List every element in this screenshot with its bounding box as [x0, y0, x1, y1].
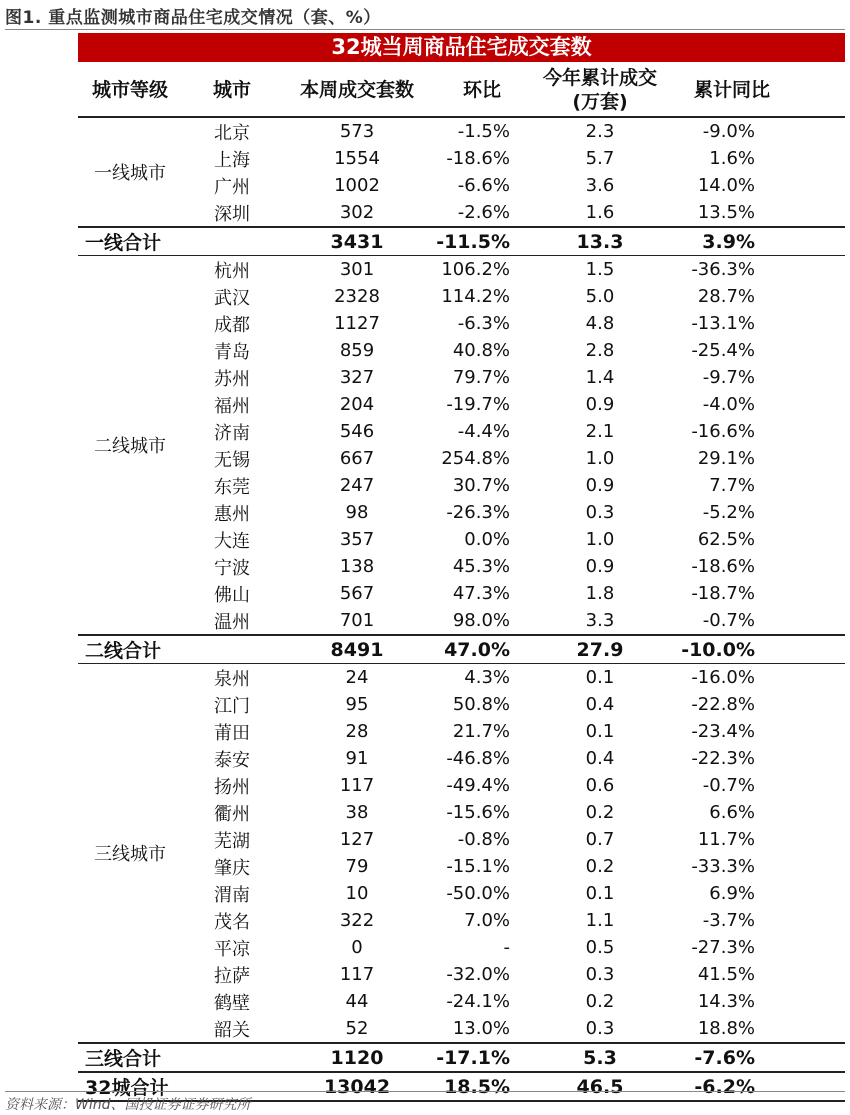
weekly-cell: 573 — [339, 121, 375, 142]
mom-cell: -2.6% — [457, 202, 510, 223]
weekly-cell: 8491 — [282, 635, 432, 664]
cumulative-cell: 0.6 — [585, 775, 615, 796]
city-cell: 衢州 — [214, 803, 250, 825]
weekly-cell: 52 — [345, 1018, 369, 1039]
city-cell: 上海 — [214, 149, 250, 171]
mom-cell: 13.0% — [452, 1018, 510, 1039]
tier-cell: 一线城市 — [94, 163, 166, 184]
mom-cell: -1.5% — [457, 121, 510, 142]
weekly-cell: 79 — [345, 856, 369, 877]
weekly-cell: 247 — [339, 475, 375, 496]
weekly-cell: 667 — [339, 448, 375, 469]
mom-cell: -32.0% — [446, 964, 510, 985]
weekly-cell: 302 — [339, 202, 375, 223]
mom-cell: 47.3% — [452, 583, 510, 604]
weekly-cell: 1127 — [334, 313, 380, 334]
mom-cell: -24.1% — [446, 991, 510, 1012]
yoy-cell: 14.3% — [697, 991, 755, 1012]
cumulative-cell: 5.3 — [532, 1043, 668, 1072]
city-cell: 惠州 — [214, 503, 250, 525]
weekly-cell: 327 — [339, 367, 375, 388]
yoy-cell: 3.9% — [668, 227, 845, 256]
yoy-cell: -18.7% — [691, 583, 755, 604]
mom-cell: -11.5% — [432, 227, 532, 256]
weekly-cell: 91 — [345, 748, 369, 769]
table-row — [78, 145, 845, 172]
mom-cell: -17.1% — [432, 1043, 532, 1072]
city-cell: 青岛 — [214, 341, 250, 363]
mom-cell: 18.5% — [432, 1072, 532, 1101]
header-weekly: 本周成交套数 — [282, 64, 432, 117]
city-cell: 韶关 — [214, 1019, 250, 1041]
header-cum-line1: 今年累计成交 — [542, 67, 657, 89]
header-mom: 环比 — [432, 64, 532, 117]
cumulative-cell: 0.9 — [585, 394, 615, 415]
weekly-cell: 24 — [345, 667, 369, 688]
yoy-cell: -16.0% — [691, 667, 755, 688]
cumulative-cell: 4.8 — [585, 313, 615, 334]
mom-cell: -6.3% — [457, 313, 510, 334]
city-cell: 莆田 — [214, 722, 250, 744]
cumulative-cell: 1.0 — [585, 448, 615, 469]
table-row — [78, 337, 845, 364]
cumulative-cell: 2.8 — [585, 340, 615, 361]
table-banner: 32城当周商品住宅成交套数 — [78, 33, 845, 62]
city-cell: 成都 — [214, 314, 250, 336]
table-row — [78, 391, 845, 418]
city-cell: 大连 — [214, 530, 250, 552]
tier-cell: 二线城市 — [94, 436, 166, 457]
table-row — [78, 772, 845, 799]
cumulative-cell: 0.9 — [585, 475, 615, 496]
cumulative-cell: 1.1 — [585, 910, 615, 931]
weekly-cell: 859 — [339, 340, 375, 361]
mom-cell: 47.0% — [432, 635, 532, 664]
city-cell: 东莞 — [214, 476, 250, 498]
city-cell: 苏州 — [214, 368, 250, 390]
yoy-cell: -16.6% — [691, 421, 755, 442]
source-note: 资料来源：Wind、国投证券证券研究所 — [5, 1097, 251, 1113]
weekly-cell: 38 — [345, 802, 369, 823]
table-row — [78, 988, 845, 1015]
cumulative-cell: 3.3 — [585, 610, 615, 631]
table-row — [78, 445, 845, 472]
mom-cell: 7.0% — [464, 910, 510, 931]
city-cell: 武汉 — [214, 287, 250, 309]
mom-cell: 98.0% — [452, 610, 510, 631]
yoy-cell: -9.0% — [702, 121, 755, 142]
mom-cell: 40.8% — [452, 340, 510, 361]
mom-cell: 0.0% — [464, 529, 510, 550]
cumulative-cell: 27.9 — [532, 635, 668, 664]
city-cell: 佛山 — [214, 584, 250, 606]
table-row — [78, 418, 845, 445]
cumulative-cell: 0.3 — [585, 1018, 615, 1039]
yoy-cell: -0.7% — [702, 775, 755, 796]
cumulative-cell: 0.2 — [585, 802, 615, 823]
cumulative-cell: 0.7 — [585, 829, 615, 850]
table-row — [78, 934, 845, 961]
city-cell: 泰安 — [214, 749, 250, 771]
yoy-cell: 13.5% — [697, 202, 755, 223]
mom-cell: - — [503, 937, 510, 958]
yoy-cell: -0.7% — [702, 610, 755, 631]
city-cell: 平凉 — [214, 938, 250, 960]
city-cell: 济南 — [214, 422, 250, 444]
cumulative-cell: 1.6 — [585, 202, 615, 223]
table-row — [78, 718, 845, 745]
tier-cell: 三线城市 — [94, 844, 166, 865]
city-cell: 扬州 — [214, 776, 250, 798]
mom-cell: 4.3% — [464, 667, 510, 688]
weekly-cell: 1002 — [334, 175, 380, 196]
cumulative-cell: 46.5 — [532, 1072, 668, 1101]
cumulative-cell: 2.1 — [585, 421, 615, 442]
weekly-cell: 322 — [339, 910, 375, 931]
header-city: 城市 — [182, 64, 282, 117]
yoy-cell: -4.0% — [702, 394, 755, 415]
cumulative-cell: 1.5 — [585, 259, 615, 280]
mom-cell: -19.7% — [446, 394, 510, 415]
city-cell: 肇庆 — [214, 857, 250, 879]
divider — [5, 29, 845, 30]
yoy-cell: -27.3% — [691, 937, 755, 958]
table-row — [78, 691, 845, 718]
yoy-cell: 1.6% — [709, 148, 755, 169]
mom-cell: 79.7% — [452, 367, 510, 388]
yoy-cell: -22.8% — [691, 694, 755, 715]
weekly-cell: 117 — [339, 775, 375, 796]
mom-cell: 30.7% — [452, 475, 510, 496]
weekly-cell: 204 — [339, 394, 375, 415]
cumulative-cell: 0.9 — [585, 556, 615, 577]
yoy-cell: -33.3% — [691, 856, 755, 877]
table-row — [78, 526, 845, 553]
table-row — [78, 117, 845, 145]
mom-cell: -49.4% — [446, 775, 510, 796]
grand-total-label: 32城合计 — [78, 1072, 282, 1101]
weekly-cell: 10 — [345, 883, 369, 904]
yoy-cell: 7.7% — [709, 475, 755, 496]
mom-cell: 254.8% — [441, 448, 510, 469]
header-cum-line2: (万套) — [572, 91, 628, 113]
table-row — [78, 553, 845, 580]
yoy-cell: -9.7% — [702, 367, 755, 388]
table-row — [78, 172, 845, 199]
table-row — [78, 826, 845, 853]
yoy-cell: 6.9% — [709, 883, 755, 904]
weekly-cell: 28 — [345, 721, 369, 742]
weekly-cell: 1120 — [282, 1043, 432, 1072]
mom-cell: -15.6% — [446, 802, 510, 823]
mom-cell: -15.1% — [446, 856, 510, 877]
cumulative-cell: 3.6 — [585, 175, 615, 196]
cumulative-cell: 0.5 — [585, 937, 615, 958]
cumulative-cell: 1.0 — [585, 529, 615, 550]
table-row — [78, 745, 845, 772]
cumulative-cell: 5.7 — [585, 148, 615, 169]
mom-cell: 21.7% — [452, 721, 510, 742]
cumulative-cell: 0.3 — [585, 964, 615, 985]
mom-cell: 114.2% — [441, 286, 510, 307]
yoy-cell: -25.4% — [691, 340, 755, 361]
city-cell: 江门 — [214, 695, 250, 717]
yoy-cell: -7.6% — [668, 1043, 845, 1072]
table-row — [78, 907, 845, 934]
city-cell: 杭州 — [214, 260, 250, 282]
yoy-cell: 11.7% — [697, 829, 755, 850]
yoy-cell: 62.5% — [697, 529, 755, 550]
divider — [5, 1091, 845, 1092]
city-cell: 宁波 — [214, 557, 250, 579]
subtotal-row — [78, 635, 845, 664]
yoy-cell: -6.2% — [668, 1072, 845, 1101]
table-row — [78, 799, 845, 826]
subtotal-row — [78, 227, 845, 256]
yoy-cell: -3.7% — [702, 910, 755, 931]
city-cell: 泉州 — [214, 668, 250, 690]
cumulative-cell: 1.4 — [585, 367, 615, 388]
weekly-cell: 701 — [339, 610, 375, 631]
yoy-cell: 14.0% — [697, 175, 755, 196]
table-row — [78, 1015, 845, 1043]
table-row — [78, 499, 845, 526]
transactions-table — [78, 64, 845, 1102]
table-row — [78, 580, 845, 607]
mom-cell: -18.6% — [446, 148, 510, 169]
table-row — [78, 256, 845, 284]
weekly-cell: 13042 — [282, 1072, 432, 1101]
mom-cell: -26.3% — [446, 502, 510, 523]
yoy-cell: 29.1% — [697, 448, 755, 469]
city-cell: 鹤壁 — [214, 992, 250, 1014]
subtotal-label: 三线合计 — [78, 1043, 282, 1072]
weekly-cell: 117 — [339, 964, 375, 985]
yoy-cell: 6.6% — [709, 802, 755, 823]
subtotal-row — [78, 1043, 845, 1072]
cumulative-cell: 5.0 — [585, 286, 615, 307]
yoy-cell: 28.7% — [697, 286, 755, 307]
figure-title: 图1. 重点监测城市商品住宅成交情况（套、%） — [5, 8, 381, 28]
yoy-cell: -10.0% — [668, 635, 845, 664]
mom-cell: -46.8% — [446, 748, 510, 769]
yoy-cell: -22.3% — [691, 748, 755, 769]
header-cumulative — [532, 64, 668, 117]
yoy-cell: -36.3% — [691, 259, 755, 280]
yoy-cell: -13.1% — [691, 313, 755, 334]
table-row — [78, 853, 845, 880]
cumulative-cell: 0.1 — [585, 883, 615, 904]
cumulative-cell: 0.2 — [585, 991, 615, 1012]
header-yoy: 累计同比 — [668, 64, 845, 117]
city-cell: 北京 — [214, 122, 250, 144]
mom-cell: 45.3% — [452, 556, 510, 577]
weekly-cell: 357 — [339, 529, 375, 550]
cumulative-cell: 0.2 — [585, 856, 615, 877]
table-row — [78, 472, 845, 499]
mom-cell: 106.2% — [441, 259, 510, 280]
weekly-cell: 44 — [345, 991, 369, 1012]
table-row — [78, 364, 845, 391]
weekly-cell: 95 — [345, 694, 369, 715]
cumulative-cell: 0.4 — [585, 694, 615, 715]
yoy-cell: 41.5% — [697, 964, 755, 985]
weekly-cell: 98 — [345, 502, 369, 523]
mom-cell: -0.8% — [457, 829, 510, 850]
table-row — [78, 283, 845, 310]
weekly-cell: 301 — [339, 259, 375, 280]
cumulative-cell: 0.1 — [585, 721, 615, 742]
city-cell: 无锡 — [214, 449, 250, 471]
weekly-cell: 127 — [339, 829, 375, 850]
city-cell: 芜湖 — [214, 830, 250, 852]
header-row — [78, 64, 845, 117]
mom-cell: -50.0% — [446, 883, 510, 904]
weekly-cell: 567 — [339, 583, 375, 604]
cumulative-cell: 0.4 — [585, 748, 615, 769]
mom-cell: 50.8% — [452, 694, 510, 715]
table-row — [78, 607, 845, 635]
cumulative-cell: 2.3 — [585, 121, 615, 142]
city-cell: 深圳 — [214, 203, 250, 225]
city-cell: 福州 — [214, 395, 250, 417]
yoy-cell: 18.8% — [697, 1018, 755, 1039]
table-row — [78, 880, 845, 907]
yoy-cell: -23.4% — [691, 721, 755, 742]
city-cell: 广州 — [214, 176, 250, 198]
subtotal-label: 一线合计 — [78, 227, 282, 256]
weekly-cell: 3431 — [282, 227, 432, 256]
cumulative-cell: 1.8 — [585, 583, 615, 604]
cumulative-cell: 13.3 — [532, 227, 668, 256]
weekly-cell: 0 — [351, 937, 363, 958]
mom-cell: -4.4% — [457, 421, 510, 442]
city-cell: 渭南 — [214, 884, 250, 906]
mom-cell: -6.6% — [457, 175, 510, 196]
table-row — [78, 199, 845, 227]
header-tier: 城市等级 — [78, 64, 182, 117]
cumulative-cell: 0.3 — [585, 502, 615, 523]
weekly-cell: 1554 — [334, 148, 380, 169]
table-row — [78, 310, 845, 337]
city-cell: 温州 — [214, 611, 250, 633]
weekly-cell: 2328 — [334, 286, 380, 307]
weekly-cell: 138 — [339, 556, 375, 577]
cumulative-cell: 0.1 — [585, 667, 615, 688]
table-row — [78, 664, 845, 692]
city-cell: 拉萨 — [214, 965, 250, 987]
weekly-cell: 546 — [339, 421, 375, 442]
yoy-cell: -5.2% — [702, 502, 755, 523]
subtotal-label: 二线合计 — [78, 635, 282, 664]
yoy-cell: -18.6% — [691, 556, 755, 577]
city-cell: 茂名 — [214, 911, 250, 933]
table-row — [78, 961, 845, 988]
